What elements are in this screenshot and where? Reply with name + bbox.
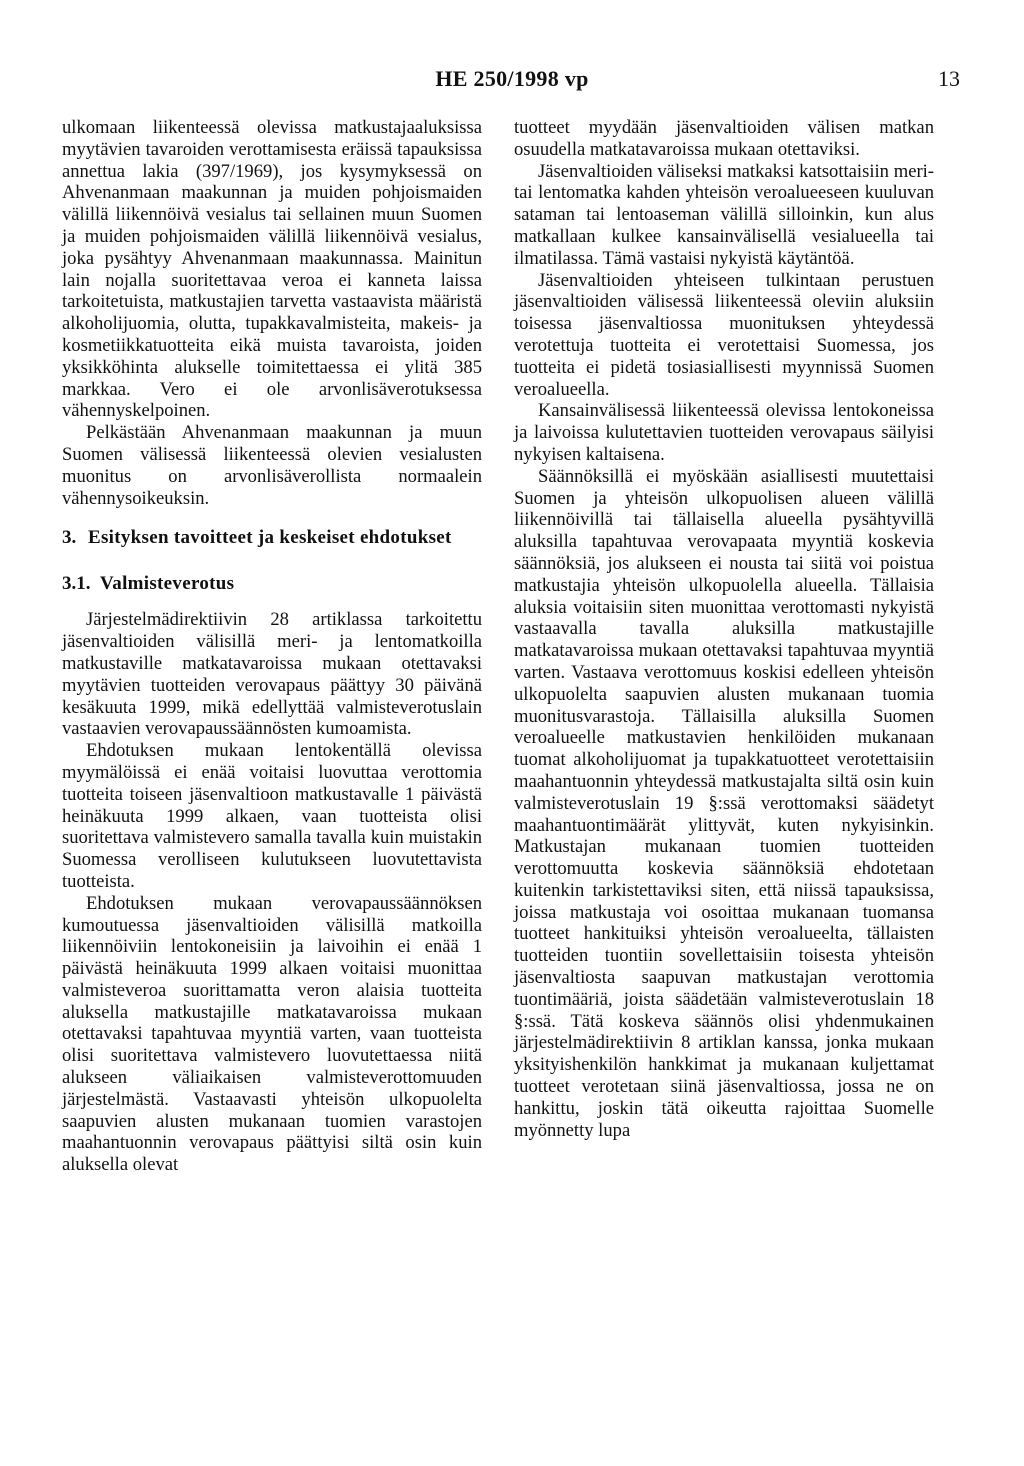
page-number: 13 bbox=[938, 66, 960, 91]
paragraph: Kansainvälisessä liikenteessä olevissa lentokoneissa ja laivoissa kulutettavien tuotteiden verovapaus säilyisi nykyisen kaltaisena. bbox=[514, 400, 934, 465]
paragraph: Pelkästään Ahvenanmaan maakunnan ja muun Suomen välisessä liikenteessä olevien vesialusten muonitus on arvonlisäverollista normaalein vähennysoikeuksin. bbox=[62, 422, 482, 509]
section-title: Esityksen tavoitteet ja keskeiset ehdotukset bbox=[88, 527, 452, 549]
paragraph: Jäsenvaltioiden väliseksi matkaksi katsottaisiin meri- tai lentomatka kahden yhteisön veroalueeseen kuuluvan sataman tai lentoaseman välillä silloinkin, kun alus matkallaan kulkee kansainvälisellä vesialueella tai ilmatilassa. Tämä vastaisi nykyistä käytäntöä. bbox=[514, 160, 934, 269]
subsection-title: Valmisteverotus bbox=[100, 573, 235, 595]
document-id: HE 250/1998 vp bbox=[435, 66, 589, 91]
paragraph: Ehdotuksen mukaan lentokentällä olevissa myymälöissä ei enää voitaisi luovuttaa verottomia tuotteita toiseen jäsenvaltioon matkustavalle 1 päivästä heinäkuuta 1999 alkaen, vaan tuotteista olisi suoritettava valmistevero samalla tavalla kuin muistakin Suomessa verolliseen kulutukseen luovutettavista tuotteista. bbox=[62, 740, 482, 892]
paragraph: tuotteet myydään jäsenvaltioiden välisen matkan osuudella matkatavaroissa mukaan otettaviksi. bbox=[514, 117, 934, 160]
page-header bbox=[0, 66, 1024, 96]
paragraph: Järjestelmädirektiivin 28 artiklassa tarkoitettu jäsenvaltioiden välisillä meri- ja lentomatkoilla matkustaville matkatavaroissa mukaan otettavaksi myytävien tuotteiden verovapaus päättyy 30 päivänä kesäkuuta 1999, mikä edellyttää valmisteverotuslain vastaavien verovapaussäännösten kumoamista. bbox=[62, 609, 482, 740]
paragraph: Ehdotuksen mukaan verovapaussäännöksen kumoutuessa jäsenvaltioiden välisillä matkoilla liikennöiviin lentokoneisiin ja laivoihin ei enää 1 päivästä heinäkuuta 1999 alkaen voitaisi muonittaa valmisteveroa suorittamatta veron alaisia tuotteita aluksella matkustajille matkatavaroissa mukaan otettavaksi tapahtuvaa myyntiä varten, vaan tuotteista olisi suoritettava valmistevero luovutettaessa niitä alukseen väliaikaisen valmisteverottomuuden järjestelmästä. Vastaavasti yhteisön ulkopuolelta saapuvien alusten mukanaan tuomien varastojen maahantuonnin verovapaus päättyisi siltä osin kuin aluksella olevat bbox=[62, 892, 482, 1176]
left-column bbox=[62, 117, 482, 1176]
paragraph: Jäsenvaltioiden yhteiseen tulkintaan perustuen jäsenvaltioiden välisessä liikenteessä oleviin aluksiin toisessa jäsenvaltiossa muonituksen yhteydessä verotettuja tuotteita ei verotettaisi Suomessa, jos tuotteita ei pidetä tosiasiallisesti myynnissä Suomen veroalueella. bbox=[514, 269, 934, 400]
paragraph: Säännöksillä ei myöskään asiallisesti muutettaisi Suomen ja yhteisön ulkopuolisen alueen välillä liikennöivillä tai tällaisella alueella pysähtyvillä aluksilla tapahtuvaa verovapaata myyntiä koskevia säännöksiä, jos alukseen ei nousta tai siitä voi poistua matkustajia yhteisön ulkopuolella alueella. Tällaisia aluksia voitaisiin siten muonittaa verottomasti nykyistä vastaavalla tavalla aluksilla matkustajille matkatavaroissa mukaan otettavaksi tapahtuvaa myyntiä varten. Vastaava verottomuus koskisi edelleen yhteisön ulkopuolelta saapuvien alusten mukanaan tuomia muonitusvarastoja. Tällaisilla aluksilla Suomen veroalueelle matkustavien henkilöiden mukanaan tuomat alkoholijuomat ja tupakkatuotteet verotettaisiin maahantuonnin yhteydessä matkustajalta siltä osin kuin valmisteverotuslain 19 §:ssä verottomaksi säädetyt maahantuontimäärät ylittyvät, kuten nykyisinkin. Matkustajan mukanaan tuomien tuotteiden verottomuutta koskevia säännöksiä ehdotetaan kuitenkin tarkistettaviksi siten, että niissä tapauksissa, joissa matkustaja voi osoittaa mukanaan tuomansa tuotteet hankituiksi yhteisön veroalueelta, tällaisten tuotteiden tuontiin sovellettaisiin toisesta yhteisön jäsenvaltiosta saapuvan matkustajan verottomia tuontimääriä, joista säädetään valmisteverotuslain 18 §:ssä. Tätä koskeva säännös olisi yhdenmukainen järjestelmädirektiivin 8 artiklan kanssa, jonka mukaan yksityishenkilön hankkimat ja mukanaan kuljettamat tuotteet verotetaan siinä jäsenvaltiossa, jossa ne on hankittu, joskin tätä oikeutta rajoittaa Suomelle myönnetty lupa bbox=[514, 465, 934, 1141]
right-column bbox=[514, 117, 934, 1141]
subsection-number: 3.1. bbox=[62, 573, 91, 595]
section-heading bbox=[62, 527, 482, 549]
section-number: 3. bbox=[62, 527, 77, 549]
subsection-heading bbox=[62, 573, 482, 595]
paragraph: ulkomaan liikenteessä olevissa matkustajaaluksissa myytävien tavaroiden verottamisesta eräissä tapauksissa annettua lakia (397/1969), jos kysymyksessä on Ahvenanmaan maakunnan ja muiden pohjoismaiden välillä liikennöivä vesialus tai sellainen muun Suomen ja muiden pohjoismaiden välillä liikennöivä vesialus, joka pysähtyy Ahvenanmaan maakunnassa. Mainitun lain nojalla suoritettavaa veroa ei kanneta laissa tarkoitetuista, matkustajien tarvetta vastaavista määristä alkoholijuomia, olutta, tupakkavalmisteita, makeis- ja kosmetiikkatuotteita eikä muista tavaroista, joiden yksikköhinta alukselle toimitettaessa ei ylitä 385 markkaa. Vero ei ole arvonlisäverotuksessa vähennyskelpoinen. bbox=[62, 117, 482, 422]
